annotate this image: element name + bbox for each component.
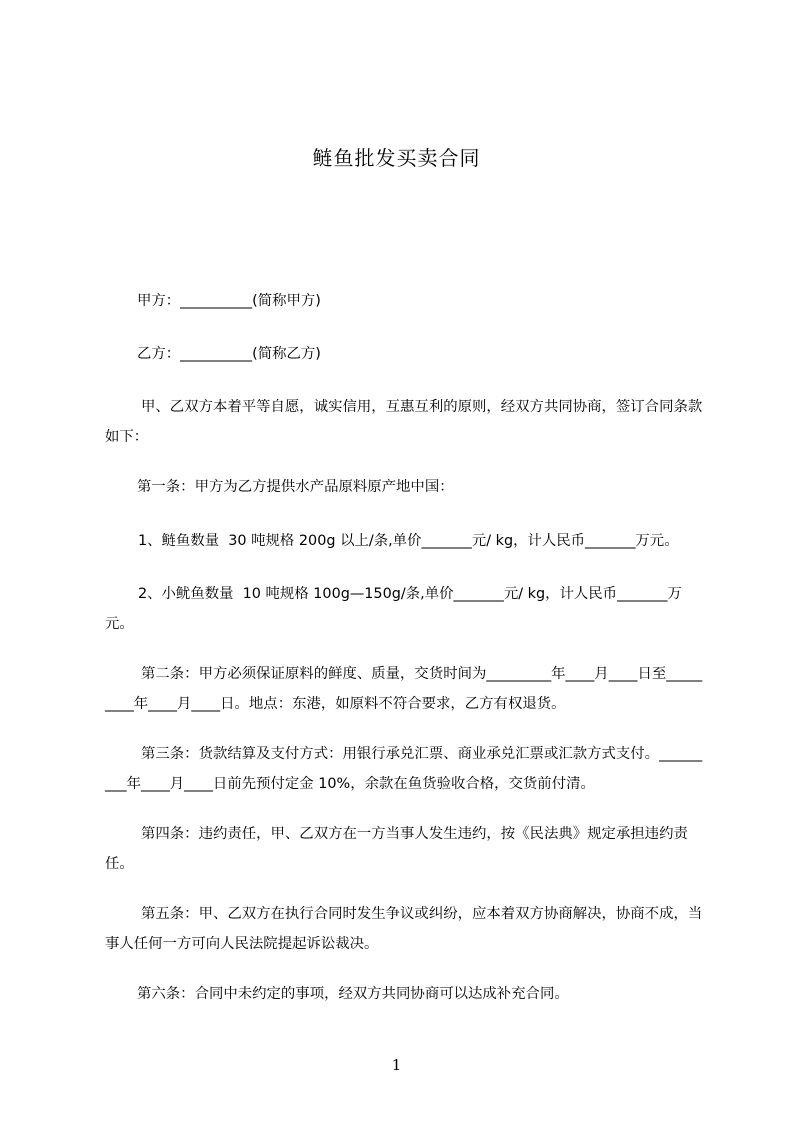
- page-number: 1: [391, 1056, 402, 1074]
- article-5-paragraph: 第五条：甲、乙双方在执行合同时发生争议或纠纷，应本着双方协商解决，协商不成，当事人任何一方可向人民法院提起诉讼裁决。: [105, 906, 703, 952]
- article-3-paragraph: 第三条：货款结算及支付方式：用银行承兑汇票、商业承兑汇票或汇款方式支付。_________年____月____日前先预付定金 10%，余款在鱼货验收合格，交货前付清。: [105, 746, 703, 792]
- contract-title: 鲢鱼批发买卖合同: [312, 146, 481, 170]
- article-6-paragraph: 第六条：合同中未约定的事项，经双方共同协商可以达成补充合同。: [137, 986, 569, 1002]
- item-1-silver-carp: 1、鲢鱼数量 30 吨规格 200g 以上/条,单价_______元/ kg，计人民币_______万元。: [138, 533, 679, 549]
- party-b-line: 乙方：__________(简称乙方): [137, 346, 321, 362]
- article-4-paragraph: 第四条：违约责任，甲、乙双方在一方当事人发生违约，按《民法典》规定承担违约责任。: [105, 826, 688, 872]
- party-a-line: 甲方：__________(简称甲方): [137, 293, 321, 309]
- item-2-small-squid: 2、小鱿鱼数量 10 吨规格 100g—150g/条,单价_______元/ kg，计人民币_______万元。: [105, 586, 682, 632]
- article-1-heading: 第一条：甲方为乙方提供水产品原料原产地中国：: [137, 479, 454, 495]
- preamble-paragraph: 甲、乙双方本着平等自愿，诚实信用，互惠互利的原则，经双方共同协商，签订合同条款如下：: [105, 399, 703, 445]
- article-2-paragraph: 第二条：甲方必须保证原料的鲜度、质量，交货时间为_________年____月____日至_________年____月____日。地点：东港，如原料不符合要求，乙方有权退货。: [105, 666, 703, 712]
